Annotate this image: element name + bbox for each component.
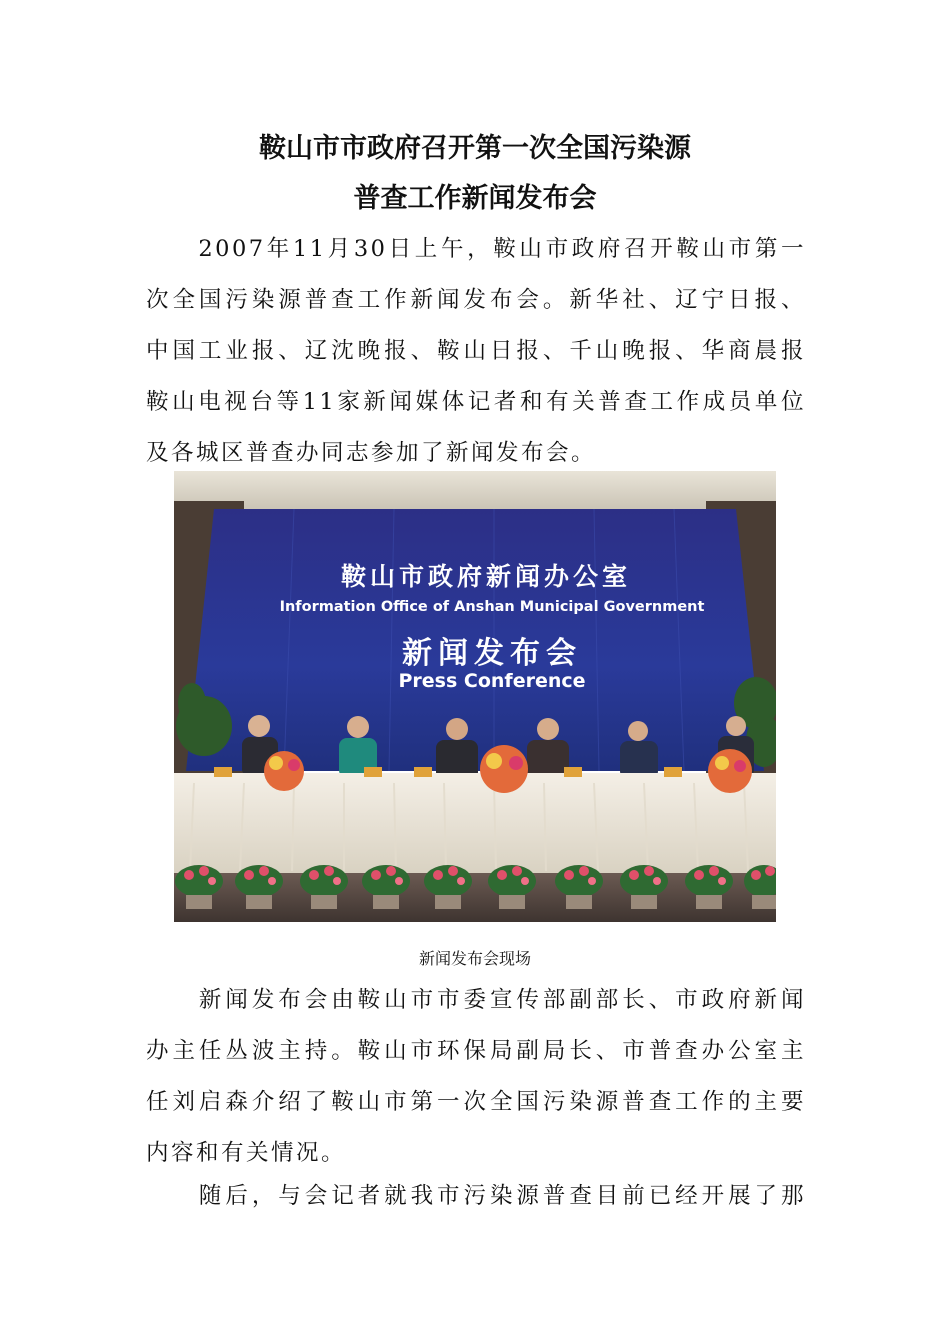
paragraph-line: 中国工业报、辽沈晚报、鞍山日报、千山晚报、华商晨报: [146, 338, 806, 364]
paragraph-2: [146, 975, 806, 1179]
photo-caption: 新闻发布会现场: [418, 949, 531, 968]
paragraph-line: 及各城区普查办同志参加了新闻发布会。: [146, 440, 597, 466]
document-title-line-2: 普查工作新闻发布会: [353, 183, 597, 214]
backdrop-event-en: Press Conference: [398, 670, 586, 692]
paragraph-line: 次全国污染源普查工作新闻发布会。新华社、辽宁日报、: [146, 287, 806, 313]
paragraph-line: 办主任丛波主持。鞍山市环保局副局长、市普查办公室主: [146, 1038, 806, 1064]
backdrop-event-cn: 新闻发布会: [402, 636, 582, 671]
paragraph-line: 鞍山电视台等11家新闻媒体记者和有关普查工作成员单位: [146, 389, 806, 415]
paragraph-line: 新闻发布会由鞍山市市委宣传部副部长、市政府新闻: [146, 987, 806, 1013]
paragraph-line: 随后，与会记者就我市污染源普查目前已经开展了那: [146, 1183, 806, 1209]
document-title-line-1: 鞍山市市政府召开第一次全国污染源: [259, 133, 691, 164]
backdrop-title-en: Information Office of Anshan Municipal Government: [279, 599, 705, 615]
paragraph-1: [146, 224, 806, 479]
paragraph-line: 内容和有关情况。: [146, 1140, 347, 1166]
paragraph-3: [146, 1171, 806, 1222]
paragraph-line: 2007年11月30日上午，鞍山市政府召开鞍山市第一: [146, 236, 806, 262]
press-conference-photo: [174, 471, 776, 922]
backdrop-title-cn: 鞍山市政府新闻办公室: [340, 562, 632, 591]
paragraph-line: 任刘启森介绍了鞍山市第一次全国污染源普查工作的主要: [146, 1089, 806, 1115]
